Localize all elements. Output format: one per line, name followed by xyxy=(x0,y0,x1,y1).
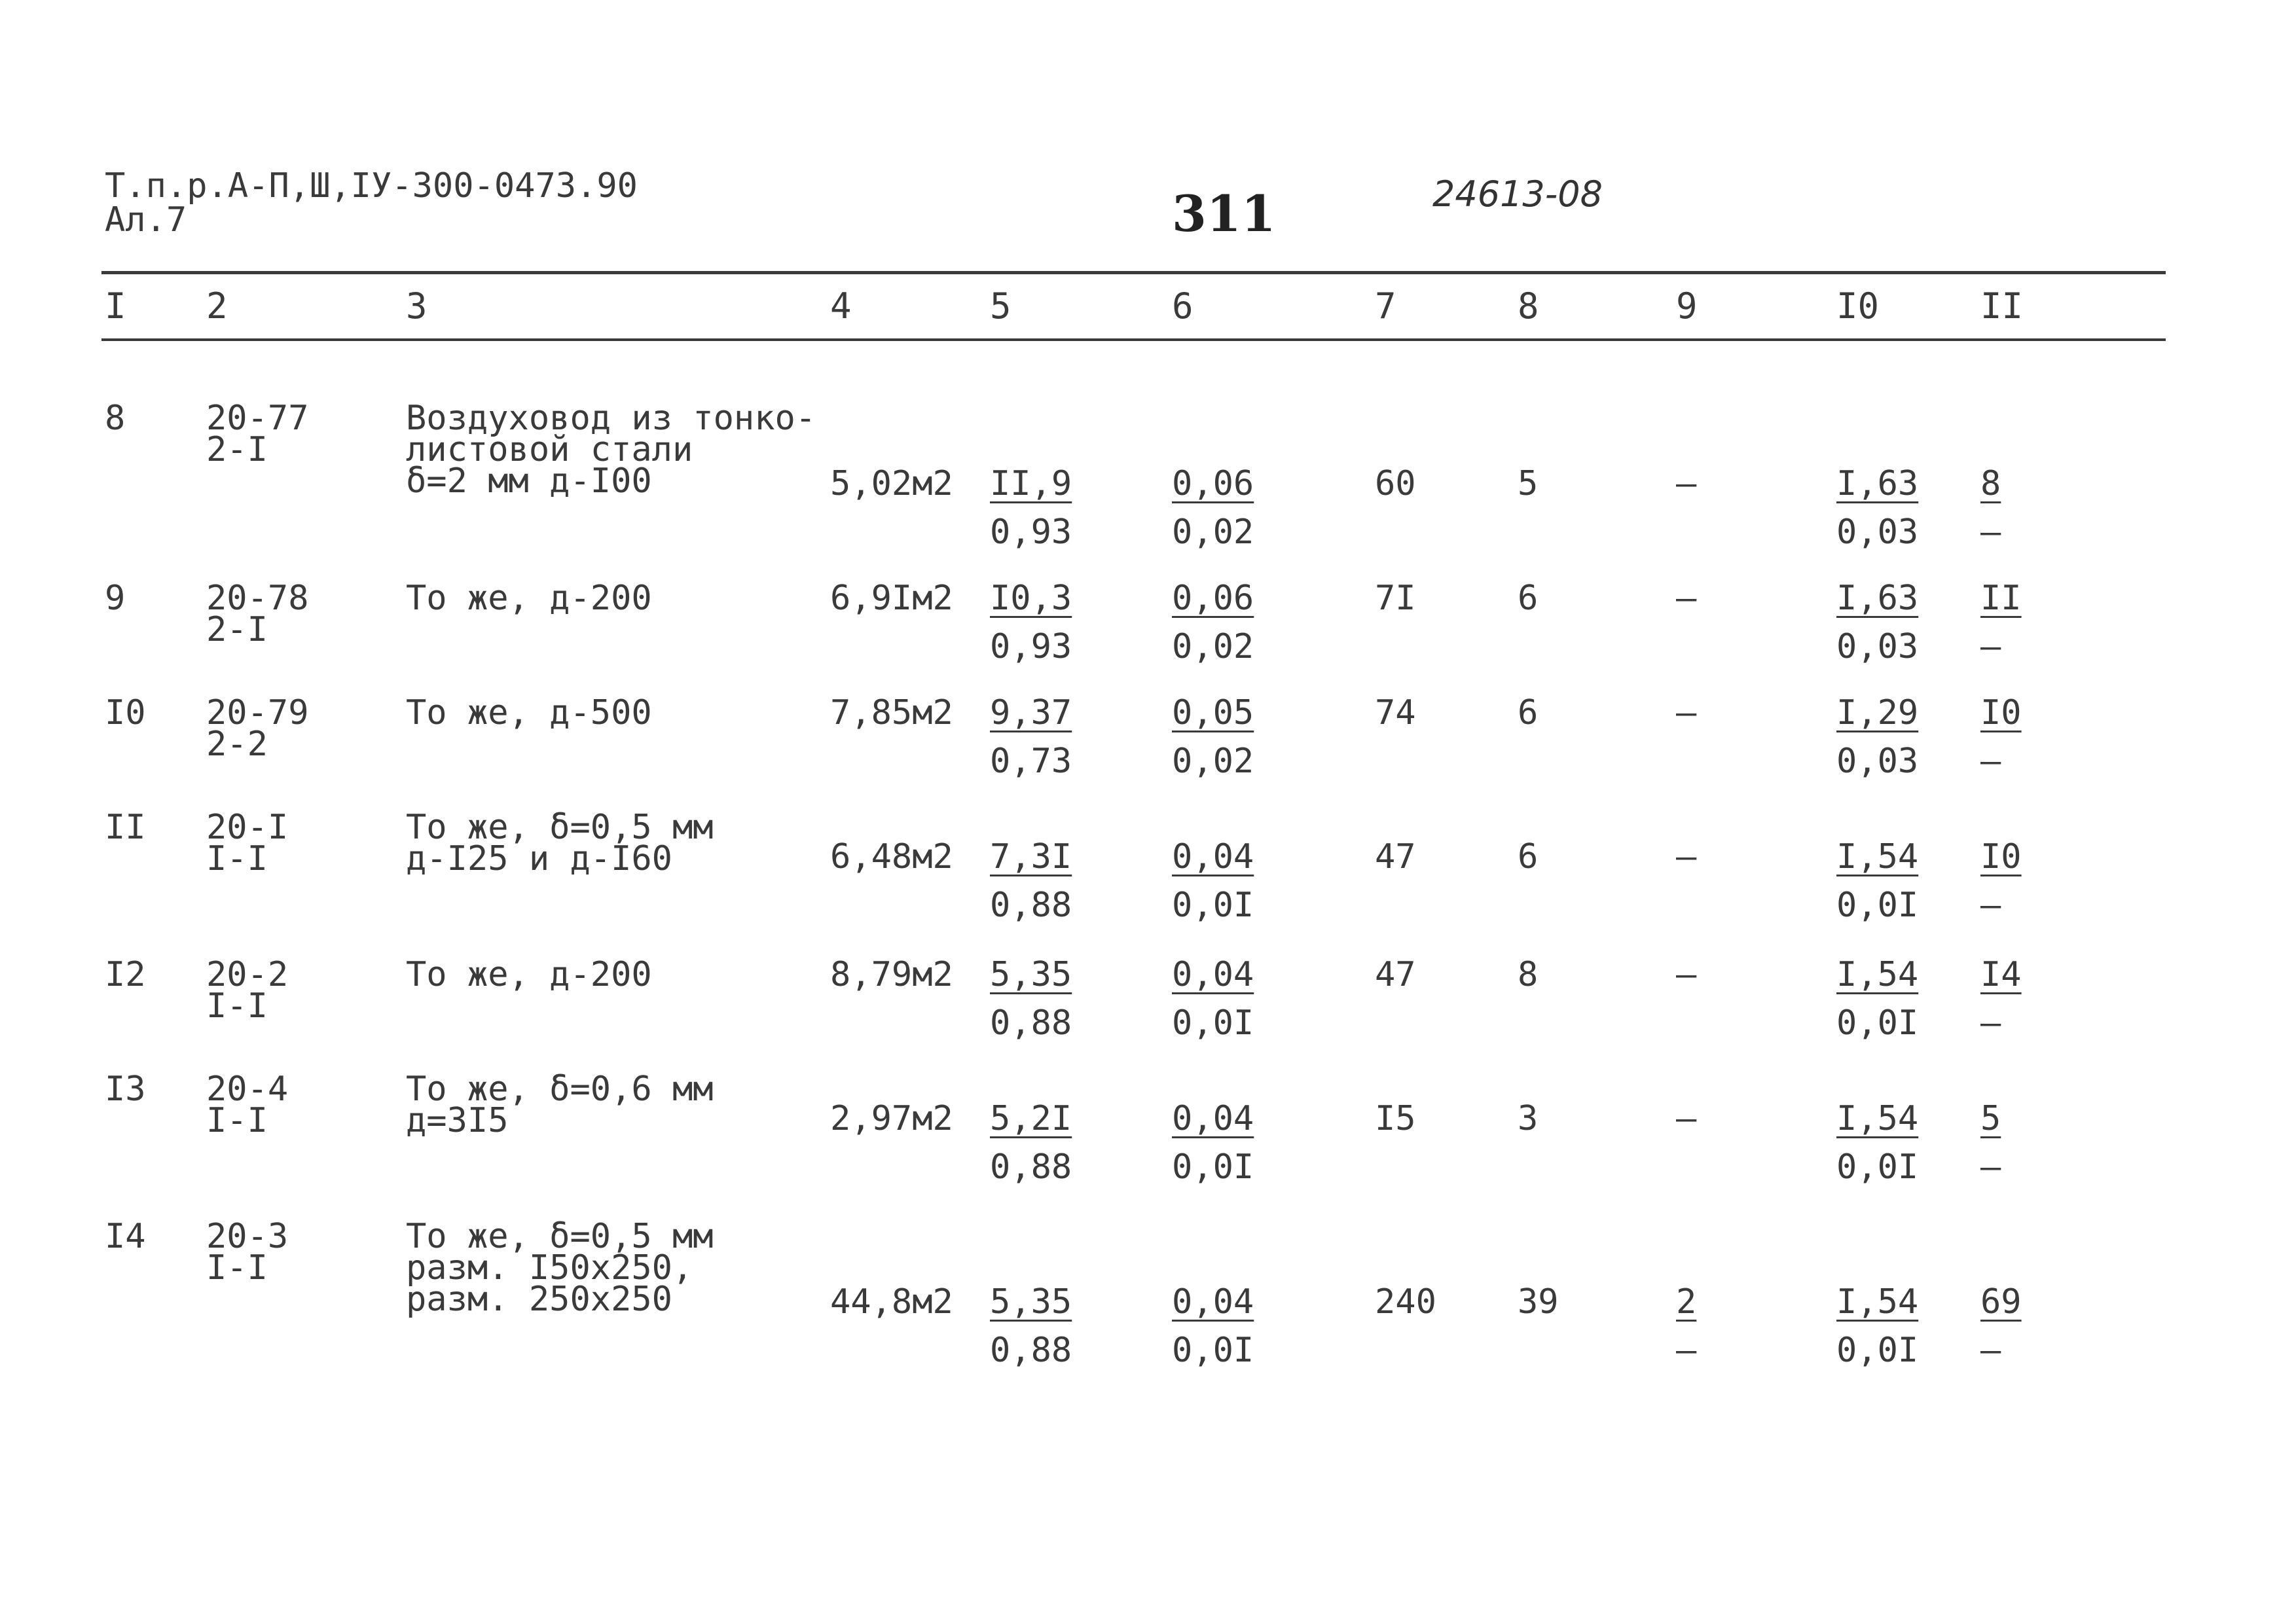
col10-value-top: I,54 xyxy=(1836,955,1919,994)
col9-value: – xyxy=(1676,579,1697,618)
col10-value xyxy=(1836,579,1919,666)
col8-value: 6 xyxy=(1518,837,1539,876)
row-number: I4 xyxy=(105,1217,146,1256)
col10-value xyxy=(1836,1099,1919,1187)
description-line: То же, д-200 xyxy=(406,579,652,618)
col6-value xyxy=(1172,1099,1254,1187)
col9-value: – xyxy=(1676,1099,1697,1138)
col6-value-top: 0,04 xyxy=(1172,955,1254,994)
col5-value xyxy=(990,955,1072,1043)
col6-value-top: 0,06 xyxy=(1172,464,1254,503)
norm-code-sheet: 2-I xyxy=(206,610,268,649)
norm-code-sheet: I-I xyxy=(206,1101,268,1140)
item-description xyxy=(406,1217,714,1319)
col6-value-bottom: 0,0I xyxy=(1172,886,1254,925)
description-line: То же, δ=0,6 мм xyxy=(406,1070,714,1109)
col6-value-top: 0,06 xyxy=(1172,579,1254,618)
col10-value-bottom: 0,03 xyxy=(1836,513,1919,552)
col5-value-top: 7,3I xyxy=(990,837,1072,876)
norm-code xyxy=(206,1070,289,1140)
col5-value xyxy=(990,579,1072,666)
col7-value: 74 xyxy=(1375,693,1416,732)
col5-value-top: 5,2I xyxy=(990,1099,1072,1138)
col6-value-bottom: 0,0I xyxy=(1172,1003,1254,1043)
col6-value-bottom: 0,02 xyxy=(1172,627,1254,666)
col6-value xyxy=(1172,1282,1254,1370)
table-row xyxy=(0,1217,2296,1370)
col6-value xyxy=(1172,464,1254,552)
col-header-8: 8 xyxy=(1518,285,1539,327)
col6-value-bottom: 0,02 xyxy=(1172,513,1254,552)
col6-value-top: 0,04 xyxy=(1172,1099,1254,1138)
col11-value-top: 5 xyxy=(1980,1099,2001,1138)
norm-code-number: 20-79 xyxy=(206,693,309,732)
norm-code xyxy=(206,808,289,878)
col7-value: 47 xyxy=(1375,837,1416,876)
quantity: 7,85м2 xyxy=(830,693,953,732)
col10-value-bottom: 0,0I xyxy=(1836,1003,1919,1043)
col-header-7: 7 xyxy=(1375,285,1396,327)
description-line: разм. 250х250 xyxy=(406,1280,672,1319)
description-line: разм. I50х250, xyxy=(406,1248,693,1288)
row-number: I0 xyxy=(105,693,146,732)
col10-value-bottom: 0,03 xyxy=(1836,742,1919,781)
item-description xyxy=(406,693,652,732)
col8-value: 5 xyxy=(1518,464,1539,503)
norm-code-number: 20-3 xyxy=(206,1217,289,1256)
col11-value-bottom: – xyxy=(1980,886,2001,925)
col8-value: 6 xyxy=(1518,579,1539,618)
album-text: Ал.7 xyxy=(105,200,187,240)
col9-value: – xyxy=(1676,464,1697,503)
norm-code xyxy=(206,579,309,649)
col10-value xyxy=(1836,837,1919,925)
col6-value xyxy=(1172,693,1254,781)
norm-code-sheet: I-I xyxy=(206,839,268,878)
col6-value xyxy=(1172,955,1254,1043)
col6-value xyxy=(1172,837,1254,925)
col5-value-top: I0,3 xyxy=(990,579,1072,618)
col11-value-top: I4 xyxy=(1980,955,2022,994)
norm-code xyxy=(206,399,309,469)
quantity: 6,48м2 xyxy=(830,837,953,876)
table-row xyxy=(0,808,2296,929)
col5-value-bottom: 0,88 xyxy=(990,886,1072,925)
item-description xyxy=(406,808,714,878)
table-row xyxy=(0,399,2296,552)
item-description xyxy=(406,1070,714,1140)
row-number: II xyxy=(105,808,146,847)
col11-value-bottom: – xyxy=(1980,1147,2001,1187)
col8-value: 6 xyxy=(1518,693,1539,732)
col5-value xyxy=(990,1282,1072,1370)
description-line: То же, δ=0,5 мм xyxy=(406,808,714,847)
col10-value-bottom: 0,0I xyxy=(1836,1331,1919,1370)
description-line: То же, д-500 xyxy=(406,693,652,732)
col5-value xyxy=(990,837,1072,925)
col-header-3: 3 xyxy=(406,285,428,327)
col-header-10: I0 xyxy=(1836,285,1880,327)
col6-value-bottom: 0,02 xyxy=(1172,742,1254,781)
col10-value-top: I,63 xyxy=(1836,464,1919,503)
col11-value-bottom: – xyxy=(1980,1003,2001,1043)
col9-value: – xyxy=(1676,693,1697,732)
col6-value-top: 0,04 xyxy=(1172,837,1254,876)
col7-value: 47 xyxy=(1375,955,1416,994)
norm-code-sheet: I-I xyxy=(206,986,268,1026)
norm-code xyxy=(206,1217,289,1288)
col5-value-bottom: 0,88 xyxy=(990,1331,1072,1370)
col11-value xyxy=(1980,1282,2022,1370)
col8-value: 8 xyxy=(1518,955,1539,994)
col9-value-bottom: – xyxy=(1676,1331,1697,1370)
norm-code-sheet: I-I xyxy=(206,1248,268,1288)
table-header-rule xyxy=(101,338,2166,341)
description-line: листовой стали xyxy=(406,430,693,469)
description-line: То же, δ=0,5 мм xyxy=(406,1217,714,1256)
description-line: δ=2 мм д-I00 xyxy=(406,461,652,501)
quantity: 2,97м2 xyxy=(830,1099,953,1138)
col10-value-bottom: 0,0I xyxy=(1836,1147,1919,1187)
col-header-9: 9 xyxy=(1676,285,1698,327)
col7-value: 240 xyxy=(1375,1282,1436,1322)
col-header-5: 5 xyxy=(990,285,1011,327)
col5-value-top: II,9 xyxy=(990,464,1072,503)
item-description xyxy=(406,579,652,618)
col11-value-top: I0 xyxy=(1980,837,2022,876)
col5-value-top: 5,35 xyxy=(990,955,1072,994)
col10-value-bottom: 0,0I xyxy=(1836,886,1919,925)
col7-value: 60 xyxy=(1375,464,1416,503)
col6-value-top: 0,04 xyxy=(1172,1282,1254,1322)
norm-code-number: 20-2 xyxy=(206,955,289,994)
col5-value-bottom: 0,93 xyxy=(990,627,1072,666)
col5-value-top: 5,35 xyxy=(990,1282,1072,1322)
col-header-1: I xyxy=(105,285,126,327)
norm-code xyxy=(206,955,289,1026)
norm-code-number: 20-4 xyxy=(206,1070,289,1109)
col5-value-bottom: 0,73 xyxy=(990,742,1072,781)
col10-value-top: I,29 xyxy=(1836,693,1919,732)
col11-value-bottom: – xyxy=(1980,1331,2001,1370)
description-line: д-I25 и д-I60 xyxy=(406,839,672,878)
description-line: д=3I5 xyxy=(406,1101,509,1140)
col11-value-bottom: – xyxy=(1980,513,2001,552)
col6-value-bottom: 0,0I xyxy=(1172,1331,1254,1370)
col8-value: 39 xyxy=(1518,1282,1559,1322)
quantity: 8,79м2 xyxy=(830,955,953,994)
item-description xyxy=(406,399,816,501)
col10-value xyxy=(1836,1282,1919,1370)
quantity: 44,8м2 xyxy=(830,1282,953,1322)
col10-value xyxy=(1836,693,1919,781)
doc-code-text: Т.п.р.А-П,Ш,IУ-300-0473.90 xyxy=(105,166,638,206)
col-header-11: II xyxy=(1980,285,2024,327)
col8-value: 3 xyxy=(1518,1099,1539,1138)
description-line: Воздуховод из тонко- xyxy=(406,399,816,438)
col-header-4: 4 xyxy=(830,285,852,327)
col10-value-top: I,54 xyxy=(1836,837,1919,876)
col9-value xyxy=(1676,1282,1697,1370)
norm-code-sheet: 2-I xyxy=(206,430,268,469)
row-number: I3 xyxy=(105,1070,146,1109)
col10-value xyxy=(1836,464,1919,552)
col11-value-bottom: – xyxy=(1980,627,2001,666)
norm-code-number: 20-78 xyxy=(206,579,309,618)
table-row xyxy=(0,1070,2296,1191)
col11-value xyxy=(1980,955,2022,1043)
col9-value: – xyxy=(1676,837,1697,876)
col11-value-top: 8 xyxy=(1980,464,2001,503)
table-top-rule xyxy=(101,271,2166,274)
col6-value xyxy=(1172,579,1254,666)
norm-code-sheet: 2-2 xyxy=(206,725,268,764)
table-row xyxy=(0,693,2296,815)
col11-value-top: 69 xyxy=(1980,1282,2022,1322)
norm-code-number: 20-77 xyxy=(206,399,309,438)
col11-value-top: I0 xyxy=(1980,693,2022,732)
col11-value xyxy=(1980,837,2022,925)
col-header-6: 6 xyxy=(1172,285,1194,327)
col11-value xyxy=(1980,693,2022,781)
row-number: 9 xyxy=(105,579,126,618)
doc-code xyxy=(105,166,638,240)
col10-value-top: I,54 xyxy=(1836,1282,1919,1322)
col10-value-top: I,54 xyxy=(1836,1099,1919,1138)
col11-value xyxy=(1980,579,2022,666)
col9-value: – xyxy=(1676,955,1697,994)
description-line: То же, д-200 xyxy=(406,955,652,994)
page-number: 311 xyxy=(1172,185,1276,243)
col11-value xyxy=(1980,464,2001,552)
col10-value xyxy=(1836,955,1919,1043)
row-number: I2 xyxy=(105,955,146,994)
quantity: 6,9Iм2 xyxy=(830,579,953,618)
col10-value-bottom: 0,03 xyxy=(1836,627,1919,666)
col11-value xyxy=(1980,1099,2001,1187)
col6-value-bottom: 0,0I xyxy=(1172,1147,1254,1187)
handwritten-code: 24613-08 xyxy=(1432,173,1603,215)
row-number: 8 xyxy=(105,399,126,438)
col7-value: I5 xyxy=(1375,1099,1416,1138)
col11-value-bottom: – xyxy=(1980,742,2001,781)
col5-value xyxy=(990,1099,1072,1187)
item-description xyxy=(406,955,652,994)
col5-value-bottom: 0,88 xyxy=(990,1147,1072,1187)
col5-value xyxy=(990,464,1072,552)
norm-code-number: 20-I xyxy=(206,808,289,847)
col11-value-top: II xyxy=(1980,579,2022,618)
col5-value-top: 9,37 xyxy=(990,693,1072,732)
col9-value-top: 2 xyxy=(1676,1282,1697,1322)
col5-value-bottom: 0,93 xyxy=(990,513,1072,552)
norm-code xyxy=(206,693,309,764)
quantity: 5,02м2 xyxy=(830,464,953,503)
table-row xyxy=(0,579,2296,700)
table-row xyxy=(0,955,2296,1077)
col5-value xyxy=(990,693,1072,781)
col6-value-top: 0,05 xyxy=(1172,693,1254,732)
col-header-2: 2 xyxy=(206,285,228,327)
col10-value-top: I,63 xyxy=(1836,579,1919,618)
col7-value: 7I xyxy=(1375,579,1416,618)
col5-value-bottom: 0,88 xyxy=(990,1003,1072,1043)
